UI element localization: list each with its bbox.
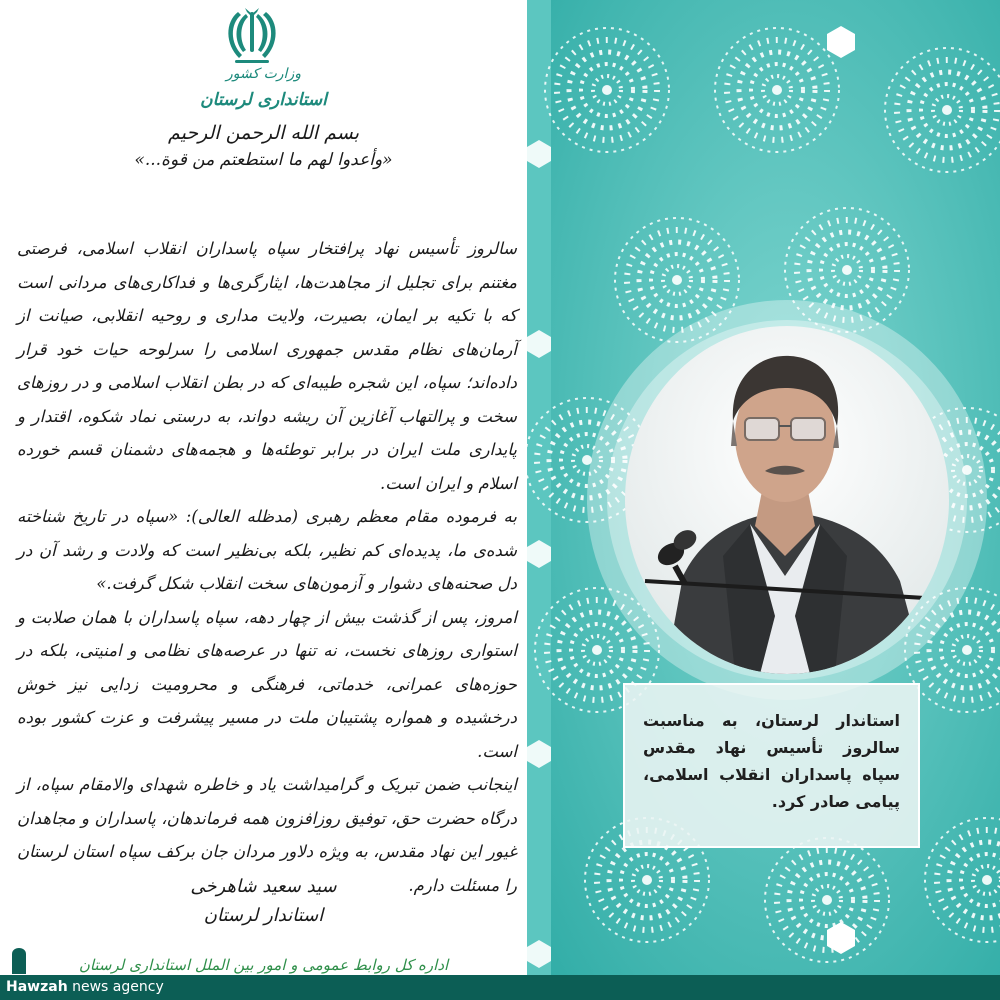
- signature-title: استاندار لرستان: [203, 905, 324, 926]
- basmala: بسم الله الرحمن الرحیم: [168, 122, 359, 144]
- letter-body: [17, 232, 517, 902]
- brand-name: Hawzah: [6, 979, 68, 995]
- letter-paragraph: به فرموده مقام معظم رهبری (مدظله العالی): «سپاه در تاریخ شناخته شده‌ی ما، پدیده‌ای کم نظیر، بلکه بی‌نظیر است که ولادت و رشد آن در دل صحنه‌های دشوار و آزمون‌های سخت انقلاب شکل گرفت.»: [17, 507, 517, 593]
- letter-paragraph: امروز، پس از گذشت بیش از چهار دهه، سپاه پاسداران با همان صلابت و استواری روزهای نخست، نه تنها در عرصه‌های نظامی و امنیتی، بلکه در حوزه‌های عمرانی، خدماتی، فرهنگی و محرومیت زدایی نیز خوش درخشیده و همواره پشتیبان ملت در مسیر پیشرفت و عزت کشور بوده است.: [17, 607, 517, 761]
- quran-verse: «وأعدوا لهم ما استطعتم من قوة...»: [134, 150, 393, 170]
- iran-emblem-icon: [221, 6, 283, 66]
- brand-suffix: news agency: [67, 979, 164, 995]
- caption-box: [623, 683, 920, 848]
- footer-department: اداره کل روابط عمومی و امور بین الملل استانداری لرستان: [78, 956, 449, 974]
- letter-paragraph: سالروز تأسیس نهاد پرافتخار سپاه پاسداران انقلاب اسلامی، فرصتی مغتنم برای تجلیل از مجاهدت‌ها، ایثارگری‌ها و فداکاری‌های مردانی است که با تکیه بر ایمان، بصیرت، ولایت مداری و روحیه انقلابی، صیانت از آرمان‌های نظام مقدس جمهوری اسلامی را سرلوحه حیات خود قرار داده‌اند؛ سپاه، این شجره طیبه‌ای که در بطن انقلاب اسلامی و در روزهای سخت و پرالتهاب آغازین آن ریشه دواند، به درستی نماد شکوه، اقتدار و پایداری ملت ایران در برابر توطئه‌ها و هجمه‌های دشمنان قسم خورده اسلام و ایران است.: [17, 239, 517, 493]
- letter-paragraph: اینجانب ضمن تبریک و گرامیداشت یاد و خاطره شهدای والامقام سپاه، از درگاه حضرت حق، توفیق روزافزون همه فرماندهان، پاسداران و مجاهدان غیور این نهاد مقدس، به ویژه دلاور مردان جان برکف سپاه استان لرستان را مسئلت دارم.: [17, 775, 517, 895]
- caption-text: استاندار لرستان، به مناسبت سالروز تأسیس نهاد مقدس سپاه پاسداران انقلاب اسلامی، پیامی صادر کرد.: [643, 711, 900, 811]
- portrait-image: [625, 326, 949, 674]
- hawzah-logo-icon: [2, 930, 36, 974]
- signature-name: سید سعید شاهرخی: [190, 876, 337, 897]
- governorate-name: استانداری لرستان: [200, 90, 327, 110]
- governor-portrait: [625, 326, 949, 674]
- brand-label[interactable]: [6, 976, 164, 998]
- ministry-name: وزارت کشور: [226, 66, 301, 82]
